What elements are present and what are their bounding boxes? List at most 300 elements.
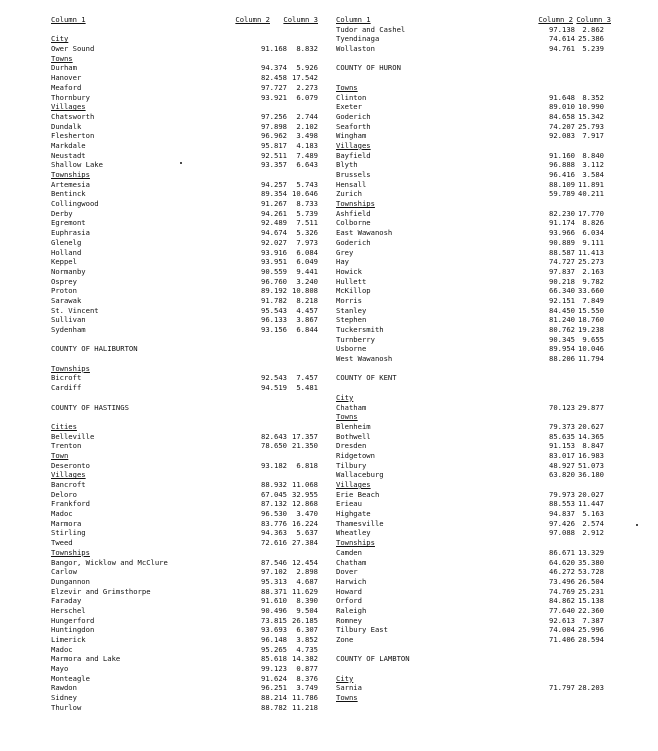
table-row bbox=[333, 528, 605, 538]
place-name: Mayo bbox=[51, 664, 69, 674]
place-name: Ridgetown bbox=[336, 450, 375, 460]
column-2-value: 87.132 bbox=[261, 499, 287, 509]
place-name: Marmora and Lake bbox=[51, 654, 121, 664]
table-row bbox=[333, 490, 605, 500]
table-row bbox=[333, 306, 605, 316]
place-name: Erieau bbox=[336, 499, 362, 509]
section-heading bbox=[48, 422, 323, 432]
table-row bbox=[48, 277, 323, 287]
column-3-value: 5.163 bbox=[582, 509, 604, 519]
place-name: East Wawanosh bbox=[336, 228, 393, 238]
table-row bbox=[333, 180, 605, 190]
column-2-value: 59.789 bbox=[549, 189, 575, 199]
blank-line bbox=[333, 73, 605, 83]
column-2-value: 84.658 bbox=[549, 111, 575, 121]
column-2-value: 92.027 bbox=[261, 237, 287, 247]
column-2-value: 88.206 bbox=[549, 354, 575, 364]
column-2-value: 96.888 bbox=[549, 160, 575, 170]
table-row bbox=[48, 577, 323, 587]
column-3-value: 9.655 bbox=[582, 334, 604, 344]
column-2-value: 67.045 bbox=[261, 489, 287, 499]
table-row bbox=[333, 267, 605, 277]
section-heading bbox=[48, 34, 323, 44]
column-2-value: 91.624 bbox=[261, 673, 287, 683]
table-row bbox=[48, 238, 323, 248]
table-row bbox=[48, 558, 323, 568]
table-row bbox=[333, 519, 605, 529]
table-row bbox=[48, 674, 323, 684]
column-2-value: 83.017 bbox=[549, 450, 575, 460]
section-heading bbox=[48, 54, 323, 64]
column-2-value: 88.371 bbox=[261, 586, 287, 596]
table-row bbox=[48, 267, 323, 277]
column-3-value: 2.912 bbox=[582, 528, 604, 538]
column-2-value: 92.489 bbox=[261, 218, 287, 228]
section-heading-text: Townships bbox=[51, 170, 90, 179]
table-row bbox=[48, 151, 323, 161]
place-name: Hungerford bbox=[51, 615, 95, 625]
table-row bbox=[333, 587, 605, 597]
place-name: Collingwood bbox=[51, 199, 99, 209]
table-row bbox=[333, 606, 605, 616]
place-name: Thurlow bbox=[51, 702, 82, 712]
place-name: Sarnia bbox=[336, 683, 362, 693]
place-name: Thornbury bbox=[51, 92, 90, 102]
column-3-value: 25.231 bbox=[578, 586, 604, 596]
column-2-value: 79.973 bbox=[549, 489, 575, 499]
table-row bbox=[333, 218, 605, 228]
table-row bbox=[333, 102, 605, 112]
column-2-value: 93.357 bbox=[261, 160, 287, 170]
section-heading-text: City bbox=[51, 34, 69, 44]
column-2-value: 96.530 bbox=[261, 509, 287, 519]
place-name: Osprey bbox=[51, 276, 77, 286]
place-name: Bayfield bbox=[336, 150, 371, 160]
column-2-value: 93.916 bbox=[261, 247, 287, 257]
column-3-value: 5.743 bbox=[296, 179, 318, 189]
table-row bbox=[48, 306, 323, 316]
column-3-value: 25.386 bbox=[578, 34, 604, 44]
place-name: Stirling bbox=[51, 528, 86, 538]
column-3-value: 5.739 bbox=[296, 208, 318, 218]
column-2-value: 90.559 bbox=[261, 266, 287, 276]
column-3-value: 11.786 bbox=[292, 693, 318, 703]
column-3-value: 2.102 bbox=[296, 121, 318, 131]
table-row bbox=[333, 248, 605, 258]
place-name: Bicroft bbox=[51, 373, 82, 383]
place-name: Chatham bbox=[336, 402, 367, 412]
place-name: Madoc bbox=[51, 509, 73, 519]
county-heading bbox=[48, 403, 323, 413]
column-3-value: 10.646 bbox=[292, 189, 318, 199]
place-name: Deloro bbox=[51, 489, 77, 499]
column-2-value: 90.889 bbox=[549, 237, 575, 247]
table-row bbox=[48, 490, 323, 500]
table-row bbox=[48, 528, 323, 538]
column-3-value: 33.660 bbox=[578, 286, 604, 296]
place-name: Hay bbox=[336, 257, 349, 267]
column-2-value: 96.962 bbox=[261, 131, 287, 141]
table-row bbox=[48, 131, 323, 141]
table-row bbox=[48, 461, 323, 471]
column-3-value: 7.917 bbox=[582, 131, 604, 141]
header-column-3: Column 3 bbox=[576, 15, 611, 24]
column-3-value: 17.357 bbox=[292, 431, 318, 441]
place-name: Bentinck bbox=[51, 189, 86, 199]
column-2-value: 85.635 bbox=[549, 431, 575, 441]
table-row bbox=[333, 344, 605, 354]
column-3-value: 2.273 bbox=[296, 82, 318, 92]
place-name: Trenton bbox=[51, 441, 82, 451]
column-3-value: 7.457 bbox=[296, 373, 318, 383]
place-name: Cardiff bbox=[51, 383, 82, 393]
section-heading bbox=[333, 393, 605, 403]
place-name: Chatham bbox=[336, 557, 367, 567]
table-row bbox=[333, 238, 605, 248]
table-row bbox=[333, 131, 605, 141]
column-3-value: 40.211 bbox=[578, 189, 604, 199]
section-heading bbox=[48, 102, 323, 112]
column-3-value: 14.382 bbox=[292, 654, 318, 664]
column-2-value: 89.954 bbox=[549, 344, 575, 354]
section-heading-text: Towns bbox=[51, 53, 73, 63]
column-3-value: 6.084 bbox=[296, 247, 318, 257]
column-2-value: 82.230 bbox=[549, 208, 575, 218]
column-2-value: 88.553 bbox=[549, 499, 575, 509]
column-3-value: 12.454 bbox=[292, 557, 318, 567]
place-name: Zurich bbox=[336, 189, 362, 199]
column-3-value: 9.782 bbox=[582, 276, 604, 286]
column-2-value: 84.862 bbox=[549, 596, 575, 606]
column-3-value: 9.111 bbox=[582, 237, 604, 247]
column-2-value: 95.265 bbox=[261, 644, 287, 654]
column-2-value: 74.769 bbox=[549, 586, 575, 596]
header-column-2: Column 2 bbox=[235, 15, 270, 24]
column-3-value: 12.868 bbox=[292, 499, 318, 509]
column-3-value: 2.163 bbox=[582, 266, 604, 276]
section-heading bbox=[333, 199, 605, 209]
column-2-value: 96.760 bbox=[261, 276, 287, 286]
table-row bbox=[333, 257, 605, 267]
table-row bbox=[48, 63, 323, 73]
place-name: Harwich bbox=[336, 576, 367, 586]
section-heading-text: City bbox=[336, 392, 354, 402]
column-2-value: 94.674 bbox=[261, 228, 287, 238]
column-3-value: 53.728 bbox=[578, 567, 604, 577]
place-name: Rawdon bbox=[51, 683, 77, 693]
place-name: Wingham bbox=[336, 131, 367, 141]
column-2-value: 88.214 bbox=[261, 693, 287, 703]
column-3-value: 4.735 bbox=[296, 644, 318, 654]
table-row bbox=[333, 635, 605, 645]
table-row bbox=[48, 519, 323, 529]
county-heading bbox=[48, 344, 323, 354]
column-2-value: 89.354 bbox=[261, 189, 287, 199]
column-3-value: 7.973 bbox=[296, 237, 318, 247]
place-name: Derby bbox=[51, 208, 73, 218]
column-3-value: 8.826 bbox=[582, 218, 604, 228]
column-2-value: 88.109 bbox=[549, 179, 575, 189]
county-heading-text: COUNTY OF LAMBTON bbox=[336, 654, 410, 664]
place-name: Limerick bbox=[51, 635, 86, 644]
section-heading bbox=[48, 470, 323, 480]
blank-line bbox=[48, 393, 323, 403]
blank-line bbox=[333, 645, 605, 655]
column-2-value: 92.543 bbox=[261, 373, 287, 383]
column-3-value: 16.224 bbox=[292, 518, 318, 528]
column-2-value: 97.138 bbox=[549, 24, 575, 34]
table-row bbox=[48, 228, 323, 238]
column-3-value: 10.046 bbox=[578, 344, 604, 354]
table-row bbox=[333, 422, 605, 432]
place-name: Exeter bbox=[336, 102, 362, 112]
column-3-value: 2.744 bbox=[296, 111, 318, 121]
column-2-value: 89.010 bbox=[549, 102, 575, 112]
place-name: Goderich bbox=[336, 237, 371, 247]
place-name: Chatsworth bbox=[51, 111, 95, 121]
place-name: Euphrasia bbox=[51, 228, 90, 238]
place-name: Wallaceburg bbox=[336, 470, 384, 480]
table-row bbox=[48, 654, 323, 664]
table-row bbox=[333, 325, 605, 335]
column-2-value: 96.133 bbox=[261, 315, 287, 325]
column-3-value: 11.447 bbox=[578, 499, 604, 509]
stray-mark bbox=[180, 162, 182, 164]
table-row bbox=[48, 112, 323, 122]
table-row bbox=[48, 122, 323, 132]
column-3-value: 7.849 bbox=[582, 295, 604, 305]
column-2-value: 92.151 bbox=[549, 295, 575, 305]
table-row bbox=[333, 403, 605, 413]
place-name: West Wawanosh bbox=[336, 354, 393, 364]
section-heading-text: Townships bbox=[51, 363, 90, 373]
column-3-value: 3.498 bbox=[296, 131, 318, 141]
column-2-value: 86.671 bbox=[549, 547, 575, 557]
section-heading bbox=[48, 170, 323, 180]
column-3-value: 25.273 bbox=[578, 257, 604, 267]
column-3-value: 16.983 bbox=[578, 450, 604, 460]
blank-line bbox=[333, 383, 605, 393]
table-row bbox=[48, 499, 323, 509]
left-column bbox=[48, 15, 323, 713]
column-3-value: 8.832 bbox=[296, 44, 318, 54]
column-2-value: 95.817 bbox=[261, 140, 287, 150]
place-name: Goderich bbox=[336, 111, 371, 121]
table-row bbox=[333, 616, 605, 626]
county-heading-text: COUNTY OF HALIBURTON bbox=[51, 344, 138, 354]
column-2-value: 83.776 bbox=[261, 518, 287, 528]
column-2-value: 88.587 bbox=[549, 247, 575, 257]
table-row bbox=[48, 373, 323, 383]
place-name: Tilbury East bbox=[336, 625, 388, 635]
table-row bbox=[48, 383, 323, 393]
table-row bbox=[333, 296, 605, 306]
column-2-value: 97.898 bbox=[261, 121, 287, 131]
table-row bbox=[333, 93, 605, 103]
section-heading bbox=[333, 480, 605, 490]
table-row bbox=[48, 567, 323, 577]
section-heading-text: Townships bbox=[336, 199, 375, 209]
place-name: Flesherton bbox=[51, 131, 95, 141]
table-row bbox=[48, 693, 323, 703]
table-row bbox=[48, 616, 323, 626]
column-2-value: 97.426 bbox=[549, 518, 575, 528]
county-heading bbox=[333, 63, 605, 73]
place-name: Wollaston bbox=[336, 44, 375, 54]
place-name: McKillop bbox=[336, 286, 371, 296]
place-name: Clinton bbox=[336, 92, 367, 102]
column-2-value: 94.761 bbox=[549, 44, 575, 54]
section-heading-text: Towns bbox=[336, 412, 358, 422]
column-3-value: 15.550 bbox=[578, 305, 604, 315]
column-3-value: 22.360 bbox=[578, 605, 604, 615]
table-row bbox=[48, 248, 323, 258]
place-name: Turnberry bbox=[336, 334, 375, 344]
column-2-value: 81.240 bbox=[549, 315, 575, 325]
column-3-value: 35.380 bbox=[578, 557, 604, 567]
place-name: Herschel bbox=[51, 605, 86, 615]
column-2-value: 95.543 bbox=[261, 305, 287, 315]
column-3-value: 11.891 bbox=[578, 179, 604, 189]
place-name: Morris bbox=[336, 295, 362, 305]
table-row bbox=[48, 286, 323, 296]
column-3-value: 4.457 bbox=[296, 305, 318, 315]
column-3-value: 9.441 bbox=[296, 266, 318, 276]
column-2-value: 82.458 bbox=[261, 73, 287, 83]
column-2-value: 92.511 bbox=[261, 150, 287, 160]
column-3-value: 26.504 bbox=[578, 576, 604, 586]
place-name: Neustadt bbox=[51, 150, 86, 160]
column-3-value: 4.183 bbox=[296, 140, 318, 150]
column-2-value: 91.168 bbox=[261, 44, 287, 54]
column-3-value: 5.326 bbox=[296, 228, 318, 238]
section-heading-text: Townships bbox=[51, 547, 90, 557]
column-3-value: 8.733 bbox=[296, 199, 318, 209]
column-2-value: 89.192 bbox=[261, 286, 287, 296]
column-2-value: 64.620 bbox=[549, 557, 575, 567]
column-3-value: 4.687 bbox=[296, 576, 318, 586]
table-row bbox=[48, 296, 323, 306]
column-2-value: 70.123 bbox=[549, 402, 575, 412]
section-heading bbox=[48, 451, 323, 461]
blank-line bbox=[333, 364, 605, 374]
table-row bbox=[333, 567, 605, 577]
blank-line bbox=[48, 335, 323, 345]
table-row bbox=[333, 170, 605, 180]
column-2-value: 48.927 bbox=[549, 460, 575, 470]
column-3-value: 10.808 bbox=[292, 286, 318, 296]
place-name: Ower Sound bbox=[51, 44, 95, 54]
column-3-value: 8.390 bbox=[296, 596, 318, 606]
column-3-value: 21.350 bbox=[292, 441, 318, 451]
column-3-value: 29.877 bbox=[578, 402, 604, 412]
table-row bbox=[48, 432, 323, 442]
column-2-value: 91.267 bbox=[261, 199, 287, 209]
column-2-value: 95.313 bbox=[261, 576, 287, 586]
column-3-value: 11.068 bbox=[292, 480, 318, 489]
place-name: Hullett bbox=[336, 276, 367, 286]
column-2-value: 91.648 bbox=[549, 92, 575, 102]
section-heading-text: Towns bbox=[336, 693, 358, 703]
left-header-row bbox=[48, 15, 323, 25]
column-2-value: 84.450 bbox=[549, 305, 575, 315]
place-name: Markdale bbox=[51, 140, 86, 150]
place-name: Raleigh bbox=[336, 605, 367, 615]
column-3-value: 32.955 bbox=[292, 489, 318, 499]
column-3-value: 3.749 bbox=[296, 683, 318, 693]
right-header-row bbox=[333, 15, 611, 25]
place-name: Proton bbox=[51, 286, 77, 296]
column-2-value: 91.160 bbox=[549, 150, 575, 160]
column-3-value: 36.180 bbox=[578, 470, 604, 480]
section-heading bbox=[333, 83, 605, 93]
table-row bbox=[333, 286, 605, 296]
table-row bbox=[333, 596, 605, 606]
column-3-value: 3.867 bbox=[296, 315, 318, 325]
column-3-value: 11.413 bbox=[578, 247, 604, 257]
table-row bbox=[48, 189, 323, 199]
column-3-value: 15.342 bbox=[578, 111, 604, 121]
place-name: Blyth bbox=[336, 160, 358, 170]
table-row bbox=[333, 151, 605, 161]
table-row bbox=[333, 315, 605, 325]
column-2-value: 94.363 bbox=[261, 528, 287, 538]
table-row bbox=[48, 83, 323, 93]
column-2-value: 80.762 bbox=[549, 325, 575, 334]
table-row bbox=[333, 122, 605, 132]
place-name: Romney bbox=[336, 615, 362, 625]
column-3-value: 5.926 bbox=[296, 63, 318, 73]
column-3-value: 13.329 bbox=[578, 547, 604, 557]
column-3-value: 6.844 bbox=[296, 325, 318, 334]
table-row bbox=[48, 703, 323, 713]
place-name: Dundalk bbox=[51, 121, 82, 131]
column-2-value: 91.610 bbox=[261, 596, 287, 606]
table-row bbox=[48, 160, 323, 170]
table-row bbox=[333, 335, 605, 345]
column-3-value: 28.594 bbox=[578, 635, 604, 644]
column-3-value: 6.034 bbox=[582, 228, 604, 238]
table-row bbox=[48, 587, 323, 597]
column-3-value: 3.470 bbox=[296, 509, 318, 519]
column-2-value: 97.837 bbox=[549, 266, 575, 276]
blank-line bbox=[48, 25, 323, 35]
column-3-value: 6.307 bbox=[296, 625, 318, 635]
place-name: Bangor, Wicklow and McClure bbox=[51, 557, 168, 567]
table-row bbox=[48, 480, 323, 490]
section-heading bbox=[333, 674, 605, 684]
column-3-value: 17.770 bbox=[578, 208, 604, 218]
column-3-value: 7.489 bbox=[296, 150, 318, 160]
column-3-value: 5.481 bbox=[296, 383, 318, 393]
place-name: Carlow bbox=[51, 567, 77, 577]
place-name: Wheatley bbox=[336, 528, 371, 538]
column-2-value: 94.374 bbox=[261, 63, 287, 73]
column-2-value: 94.261 bbox=[261, 208, 287, 218]
table-row bbox=[48, 209, 323, 219]
column-3-value: 2.898 bbox=[296, 567, 318, 577]
county-heading bbox=[333, 654, 605, 664]
place-name: Huntingdon bbox=[51, 625, 95, 635]
table-row bbox=[48, 683, 323, 693]
place-name: Artemesia bbox=[51, 179, 90, 189]
column-3-value: 25.793 bbox=[578, 121, 604, 131]
column-2-value: 72.616 bbox=[261, 538, 287, 548]
table-row bbox=[333, 44, 605, 54]
column-2-value: 74.614 bbox=[549, 34, 575, 44]
place-name: Usborne bbox=[336, 344, 367, 354]
column-3-value: 3.240 bbox=[296, 276, 318, 286]
